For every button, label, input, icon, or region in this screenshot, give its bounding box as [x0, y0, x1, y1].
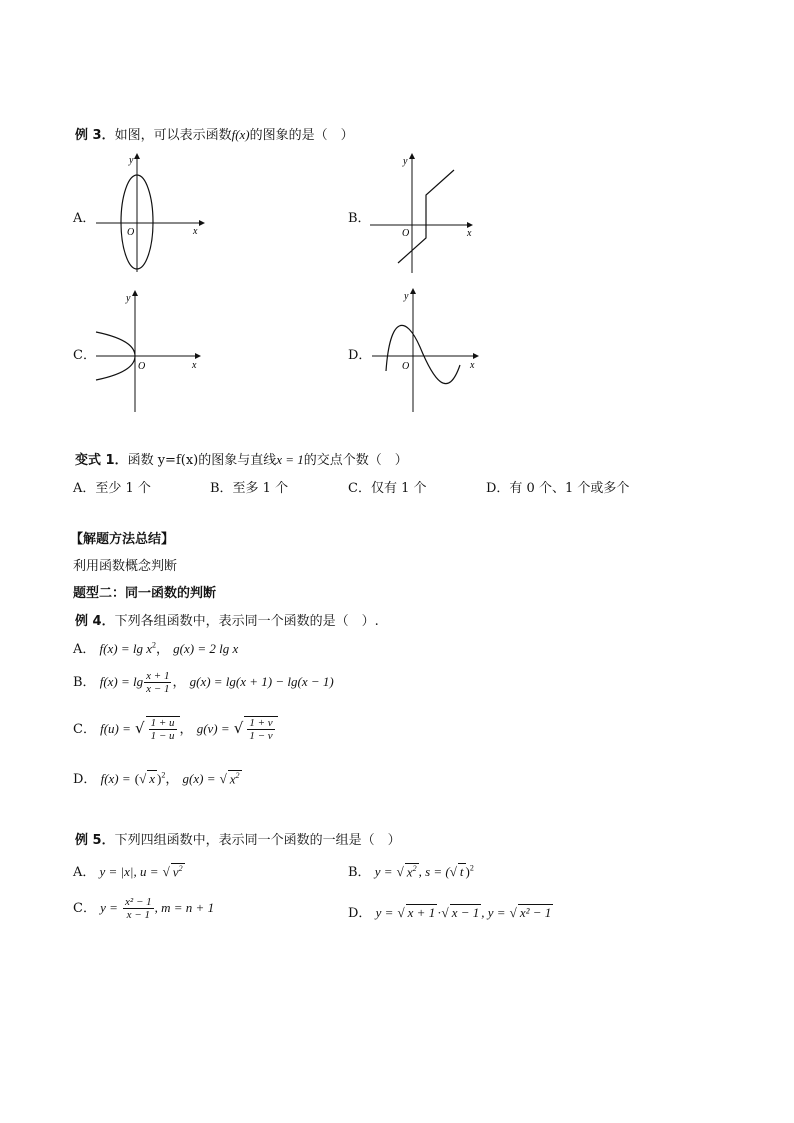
- example-4-label: 例 4．: [75, 614, 115, 629]
- option-a-g: g(x) = 2 lg x: [173, 641, 239, 656]
- option-b-fraction: $\frac{x + 1}{x - 1}$: [146, 670, 170, 695]
- graph-a-y-label: y: [129, 155, 134, 166]
- graph-c-sideways-parabola: [92, 285, 207, 415]
- separator: ，: [179, 722, 193, 737]
- example-5-option-a: A． y = |x|, u = √ $v^2$: [73, 863, 183, 880]
- graph-d-origin: O: [402, 361, 410, 372]
- example-4-option-a: [73, 638, 238, 657]
- graph-b-origin: O: [402, 228, 410, 239]
- example-4-text: 下列各组函数中，表示同一个函数的是（ ）.: [114, 614, 379, 629]
- variant-1-question: [75, 449, 408, 468]
- variant-1-line: x = 1: [276, 452, 304, 467]
- summary-heading: 【解题方法总结】: [70, 532, 175, 547]
- example-3-label: 例 3．: [75, 128, 115, 143]
- variant-1-option-b: B．至多 1 个: [210, 481, 289, 496]
- graph-b-x-label: x: [467, 228, 472, 239]
- graph-d-x-label: x: [470, 360, 475, 371]
- graph-b-label: B．: [348, 211, 371, 226]
- graph-c-y-label: y: [126, 293, 131, 304]
- graph-d-y-label: y: [404, 291, 409, 302]
- example-5-question: [75, 829, 401, 848]
- example-4-option-c: C． f(u) = √ $\frac{1 + u}{1 - u}$ ， g(v) = √ $\frac{1 + v}{1 - v}$: [73, 716, 278, 742]
- separator: ，: [155, 642, 169, 657]
- example-3-func: f(x): [231, 127, 250, 142]
- graph-a-ellipse: [92, 150, 212, 275]
- example-3-text: 如图，可以表示函数: [114, 128, 232, 143]
- example-5-label: 例 5．: [75, 833, 115, 848]
- option-c-label: C．: [73, 722, 96, 737]
- variant-1-suffix: 的交点个数（ ）: [303, 453, 408, 468]
- example-4-option-d: D． f(x) = (√ x )$^2$， g(x) = √ $x^2$: [73, 770, 240, 787]
- variant-1-option-d: D．有 0 个、1 个或多个: [486, 481, 630, 496]
- example-4-option-b: [73, 670, 334, 695]
- example-3-question: [75, 124, 354, 143]
- example-4-question: [75, 610, 379, 629]
- type-2-heading: 题型二：同一函数的判断: [73, 586, 217, 601]
- option-a-f: f(x) = lg x: [99, 641, 152, 656]
- option-b-label: B．: [73, 675, 96, 690]
- example-5-text: 下列四组函数中，表示同一个函数的一组是（ ）: [114, 833, 401, 848]
- variant-1-option-a: A．至少 1 个: [73, 481, 151, 496]
- summary-body: 利用函数概念判断: [73, 559, 178, 574]
- example-5-option-c: C． y = $\frac{\text{x² − 1}}{x - 1}$ , m = n + 1: [73, 896, 215, 921]
- example-3-suffix: 的图象的是（ ）: [249, 128, 354, 143]
- separator: ，: [172, 675, 186, 690]
- option-a-label: A．: [73, 642, 96, 657]
- variant-1-label: 变式 1．: [75, 453, 128, 468]
- graph-d-cubic-curve: [368, 285, 483, 415]
- variant-1-option-c: C．仅有 1 个: [348, 481, 427, 496]
- option-b-g: g(x) = lg(x + 1) − lg(x − 1): [189, 674, 334, 689]
- option-c-g: g(v) =: [196, 721, 230, 736]
- separator: ，: [165, 772, 179, 787]
- graph-a-label: A．: [73, 211, 96, 226]
- option-c-fraction-1: $\frac{1 + u}{1 - u}$: [150, 717, 175, 742]
- example-5-option-d: D． y = √ x + 1 ·√ x − 1 , y = √ x² − 1: [348, 905, 552, 921]
- graph-c-origin: O: [138, 361, 146, 372]
- graph-a-x-label: x: [193, 226, 198, 237]
- graph-d-label: D．: [348, 348, 372, 363]
- graph-c-x-label: x: [192, 360, 197, 371]
- option-c-f: f(u) =: [100, 721, 131, 736]
- option-d-g: g(x) =: [182, 771, 216, 786]
- option-d-f: f(x) =: [100, 771, 131, 786]
- example-5-option-b: B． y = √ $x^2$ , s = (√ t )$^2$: [348, 863, 474, 880]
- option-d-label: D．: [73, 772, 97, 787]
- graph-b-broken-line: [366, 150, 481, 275]
- graph-b-y-label: y: [403, 156, 408, 167]
- graph-a-origin: O: [127, 227, 135, 238]
- option-b-f: f(x) = lg: [99, 674, 144, 689]
- graph-c-label: C．: [73, 348, 96, 363]
- variant-1-text: 函数 y=f(x)的图象与直线: [127, 453, 277, 468]
- option-c-fraction-2: $\frac{1 + v}{1 - v}$: [249, 717, 273, 742]
- option-a-exp: 2: [151, 640, 156, 650]
